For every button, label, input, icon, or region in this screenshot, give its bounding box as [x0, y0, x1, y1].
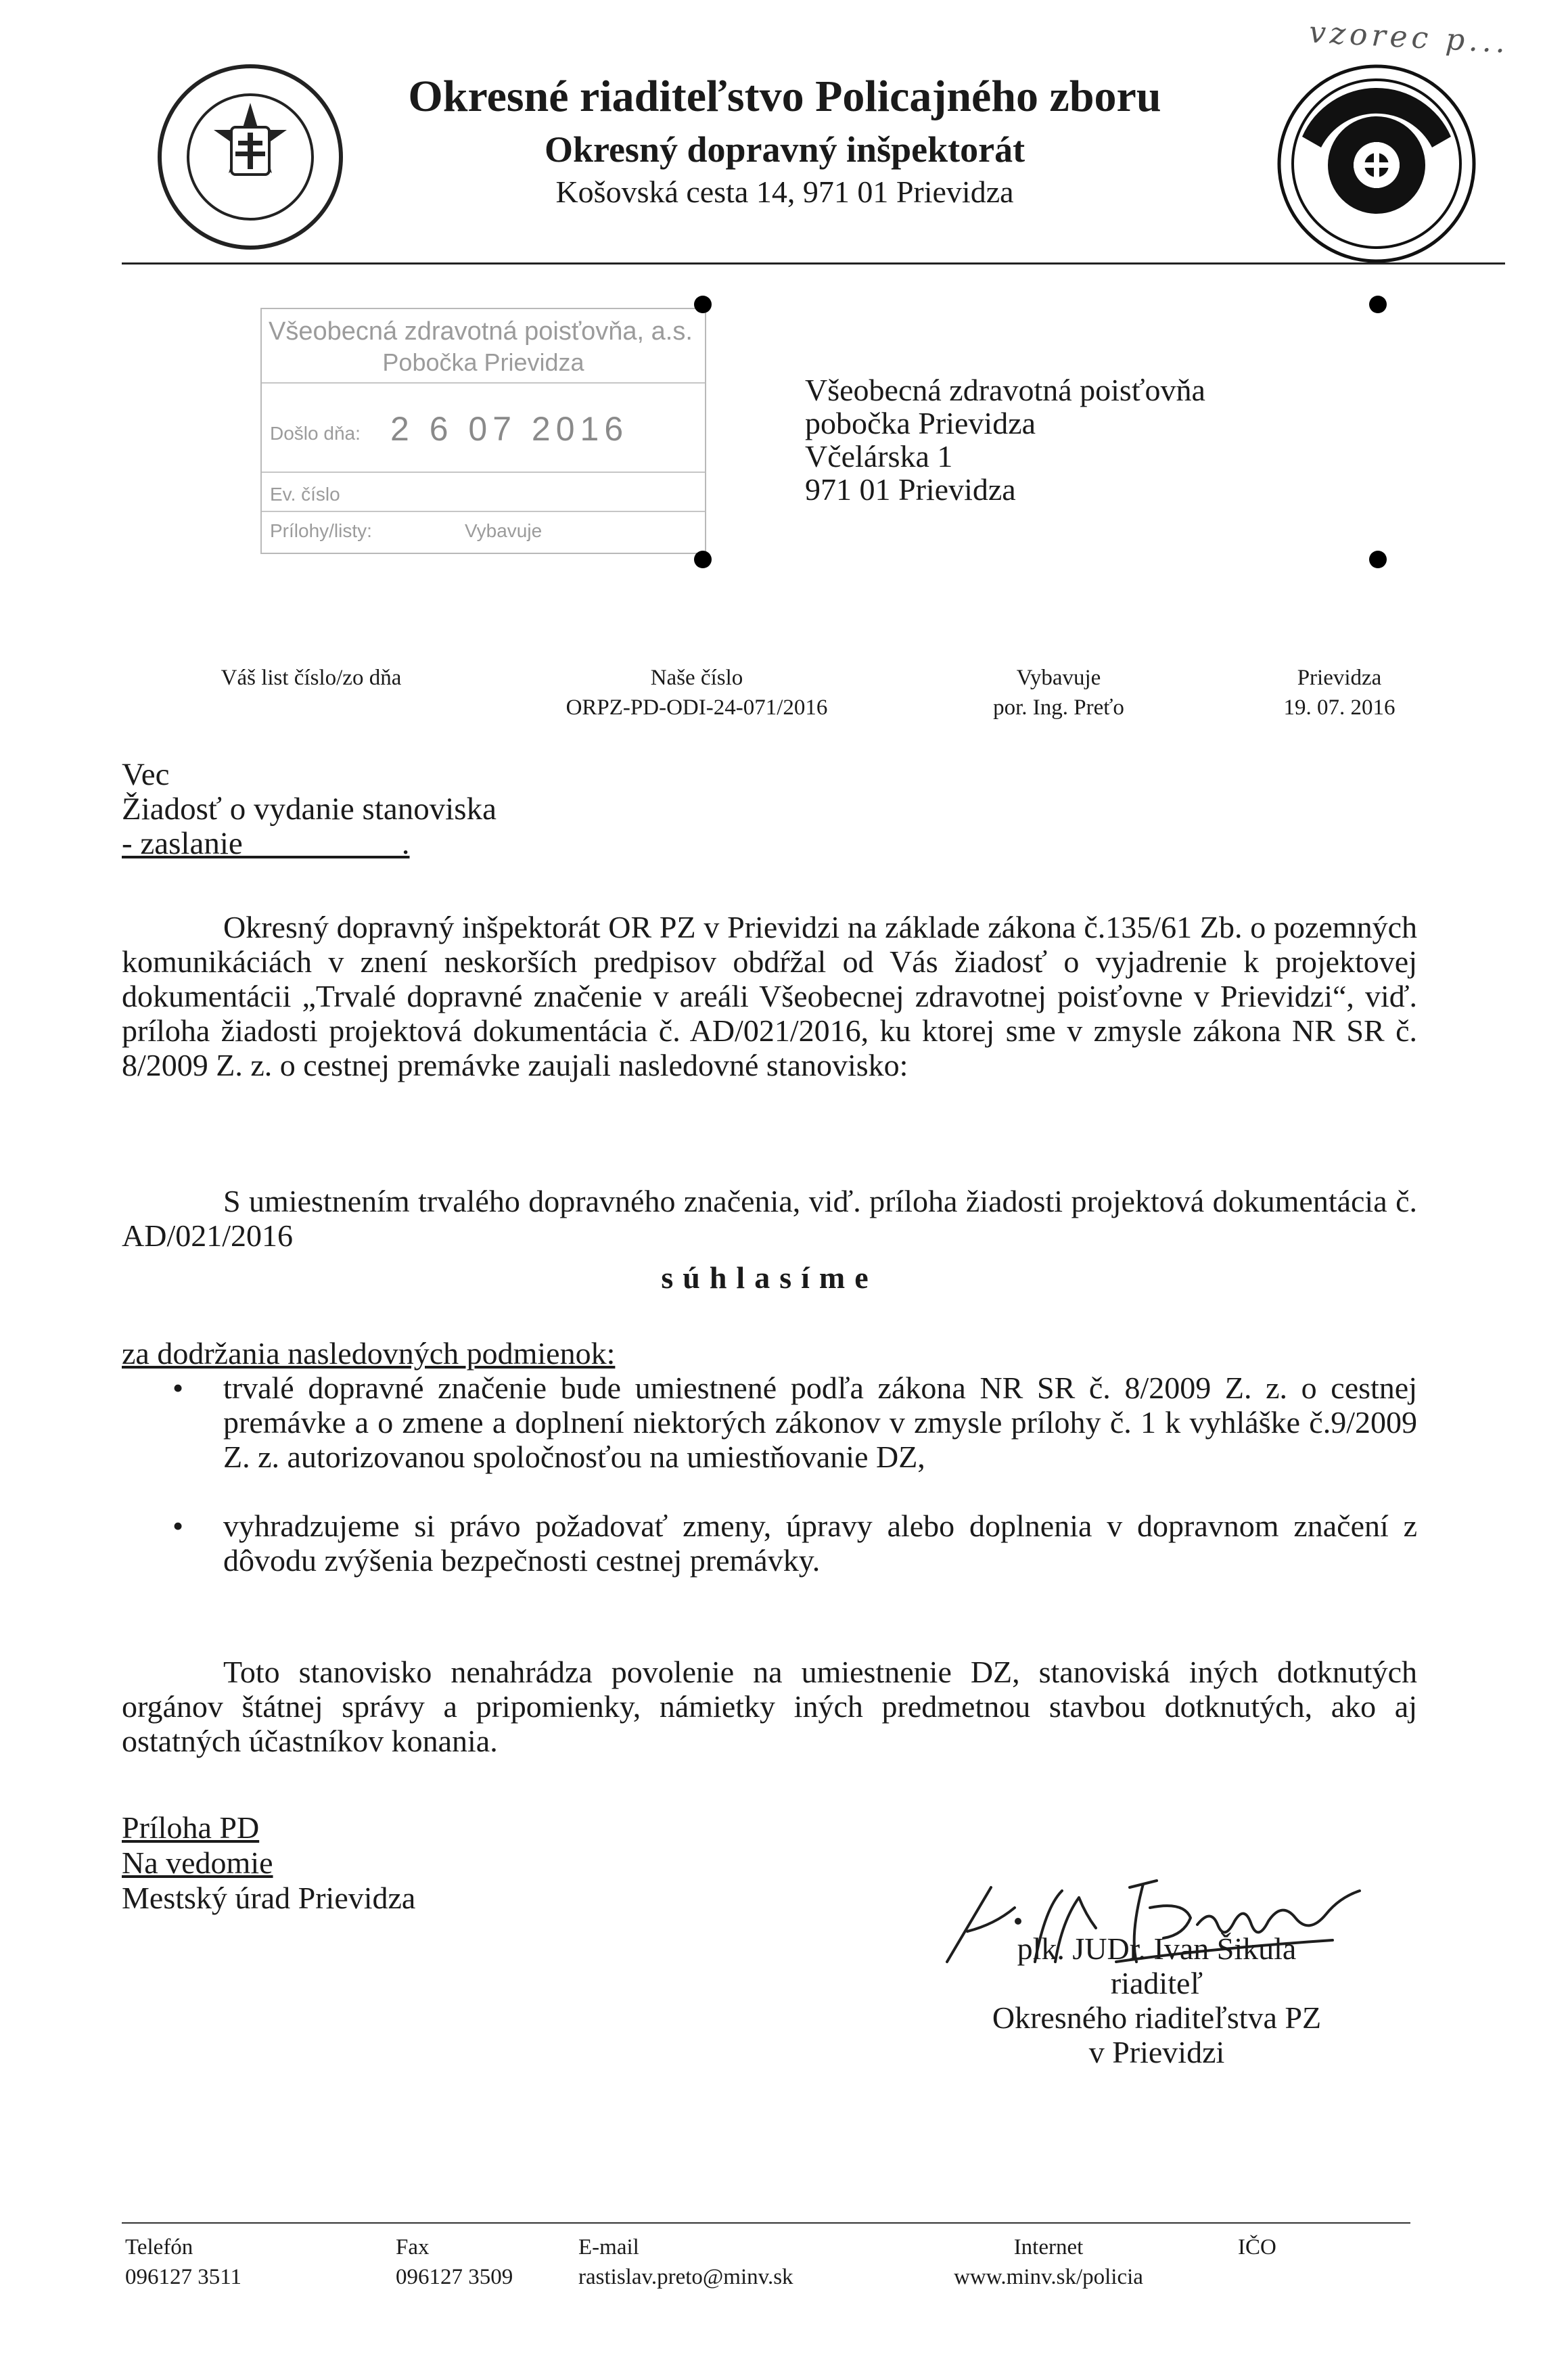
signatory-block [933, 1931, 1380, 2069]
our-number-field [521, 663, 873, 722]
stamp-attachments-label: Prílohy/listy: [270, 520, 372, 541]
header-divider [122, 262, 1505, 265]
body-paragraph: Okresný dopravný inšpektorát OR PZ v Prievidzi na základe zákona č.135/61 Zb. o pozemných komunikáciách v znení neskorších predpisov obdŕžal od Vás žiadosť o vyjadrenie k projektovej dokumentácii „Trvalé dopravné značenie v areáli Všeobecnej zdravotnej poisťovne v Prievidzi“, viď. príloha žiadosti projektová dokumentácia č. AD/021/2016, ku ktorej sme v zmysle zákona NR SR č. 8/2009 Z. z. o cestnej premávke zaujali nasledovné stanovisko: [122, 910, 1417, 1082]
our-number-value: ORPZ-PD-ODI-24-071/2016 [566, 695, 828, 720]
fax-value: 096127 3509 [396, 2265, 513, 2289]
punch-mark [694, 551, 712, 568]
punch-mark [1369, 296, 1387, 313]
signatory-title: riaditeľ [1110, 1966, 1203, 2000]
recipient-line: Všeobecná zdravotná poisťovňa [805, 373, 1205, 407]
footer-email [578, 2232, 793, 2292]
stamp-org: Všeobecná zdravotná poisťovňa, a.s. [269, 317, 693, 346]
office-subtitle: Okresný dopravný inšpektorát [544, 129, 1025, 170]
handles-value: por. Ing. Preťo [993, 695, 1124, 720]
stamp-divider [262, 382, 705, 384]
punch-mark [694, 296, 712, 313]
recipient-line: pobočka Prievidza [805, 406, 1036, 440]
place-value: Prievidza [1297, 666, 1382, 690]
fax-label: Fax [396, 2235, 430, 2259]
footer-divider [122, 2222, 1410, 2224]
conditions-heading: za dodržania nasledovných podmienok: [122, 1336, 616, 1371]
subject-line: - zaslanie . [122, 826, 410, 861]
handwritten-note: vzorec p... [1308, 15, 1511, 60]
subject-line: Žiadosť o vydanie stanoviska [122, 791, 497, 827]
stamp-branch: Pobočka Prievidza [382, 348, 584, 376]
traffic-police-badge-logo [1275, 62, 1478, 265]
stamp-received-label: Došlo dňa: [270, 423, 361, 444]
date-value: 19. 07. 2016 [1283, 695, 1396, 720]
email-label: E-mail [578, 2235, 639, 2259]
footer-ico [1238, 2232, 1276, 2262]
cc-label: Na vedomie [122, 1845, 273, 1880]
enclosure-label: Príloha PD [122, 1810, 260, 1845]
bullet-icon: • [172, 1371, 184, 1405]
body-paragraph: S umiestnením trvalého dopravného značenia, viď. príloha žiadosti projektová dokumentácia č. AD/021/2016 [122, 1184, 1417, 1253]
footer-phone [125, 2232, 241, 2292]
phone-value: 096127 3511 [125, 2265, 242, 2289]
stamp-divider [262, 472, 705, 473]
condition-item: trvalé dopravné značenie bude umiestnené podľa zákona NR SR č. 8/2009 Z. z. o cestnej premávke a o zmene a doplnení niektorých zákonov v zmysle prílohy č. 1 k vyhláške č.9/2009 Z. z. autorizovanou spoločnosťou na umiestňovanie DZ, [223, 1371, 1417, 1474]
internet-value: www.minv.sk/policia [954, 2265, 1143, 2289]
recipient-line: 971 01 Prievidza [805, 472, 1016, 507]
our-number-label: Naše číslo [650, 666, 743, 690]
handles-label: Vybavuje [1016, 666, 1101, 690]
internet-label: Internet [1013, 2235, 1084, 2259]
condition-item: vyhradzujeme si právo požadovať zmeny, úpravy alebo doplnenia v dopravnom značení z dôvodu zvýšenia bezpečnosti cestnej premávky. [223, 1509, 1417, 1578]
office-address: Košovská cesta 14, 971 01 Prievidza [555, 175, 1014, 209]
your-letter-field [176, 663, 446, 693]
signatory-name: plk. JUDr. Ivan Šikula [1017, 1931, 1297, 1966]
email-value: rastislav.preto@minv.sk [578, 2265, 793, 2289]
your-letter-label: Váš list číslo/zo dňa [221, 666, 402, 690]
bullet-icon: • [172, 1509, 184, 1543]
ico-label: IČO [1238, 2235, 1276, 2259]
cc-recipient: Mestský úrad Prievidza [122, 1881, 416, 1915]
recipient-address [805, 373, 1205, 506]
subject-label: Vec [122, 757, 170, 792]
footer-internet [933, 2232, 1163, 2292]
phone-label: Telefón [125, 2235, 193, 2259]
body-paragraph: Toto stanovisko nenahrádza povolenie na umiestnenie DZ, stanoviská iných dotknutých orgánov štátnej správy a pripomienky, námietky iných predmetnou stavbou dotknutých, ako aj ostatných účastníkov konania. [122, 1655, 1417, 1758]
punch-mark [1369, 551, 1387, 568]
signatory-place: v Prievidzi [1088, 2035, 1225, 2069]
police-seal-logo [156, 62, 345, 252]
agreement-statement: súhlasíme [661, 1260, 878, 1295]
handles-field [947, 663, 1170, 722]
stamp-divider [262, 511, 705, 512]
receipt-stamp [260, 308, 706, 554]
office-title: Okresné riaditeľstvo Policajného zboru [408, 72, 1161, 121]
recipient-line: Včelárska 1 [805, 439, 953, 474]
stamp-handles-label: Vybavuje [465, 520, 543, 541]
stamp-reg-label: Ev. číslo [270, 484, 340, 505]
signatory-office: Okresného riaditeľstva PZ [992, 2000, 1322, 2035]
place-date-field [1238, 663, 1441, 722]
subject-block [122, 758, 497, 861]
footer-fax [396, 2232, 513, 2292]
stamp-received-date: 2 6 07 2016 [390, 410, 629, 448]
